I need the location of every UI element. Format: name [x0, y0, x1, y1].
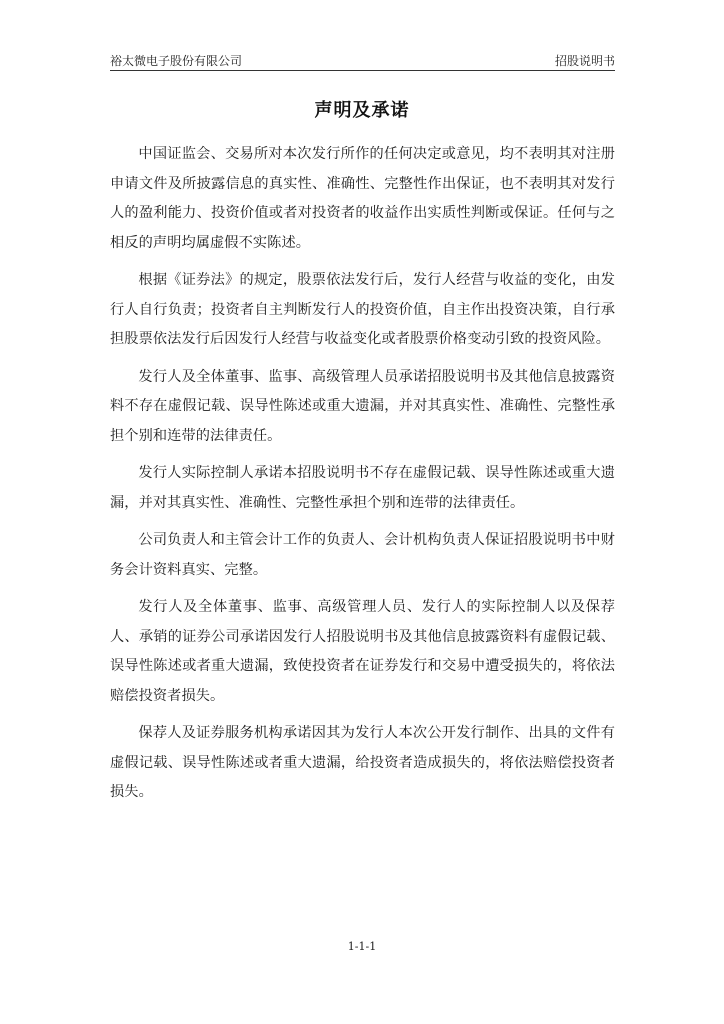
paragraph: 根据《证券法》的规定，股票依法发行后，发行人经营与收益的变化，由发行人自行负责；投资者自主判断发行人的投资价值，自主作出投资决策，自行承担股票依法发行后因发行人经营与收益变化或者股票价格变动引致的投资风险。	[110, 272, 615, 347]
document-body	[110, 140, 615, 816]
paragraph: 发行人及全体董事、监事、高级管理人员、发行人的实际控制人以及保荐人、承销的证券公司承诺因发行人招股说明书及其他信息披露资料有虚假记载、误导性陈述或者重大遗漏，致使投资者在证券发行和交易中遭受损失的，将依法赔偿投资者损失。	[110, 599, 615, 704]
page-title: 声明及承诺	[314, 100, 410, 121]
header-document-type: 招股说明书	[554, 54, 615, 68]
paragraph: 发行人实际控制人承诺本招股说明书不存在虚假记载、误导性陈述或重大遗漏，并对其真实性、准确性、完整性承担个别和连带的法律责任。	[110, 465, 615, 511]
paragraph: 保荐人及证券服务机构承诺因其为发行人本次公开发行制作、出具的文件有虚假记载、误导性陈述或者重大遗漏，给投资者造成损失的，将依法赔偿投资者损失。	[110, 725, 615, 800]
header-company-name: 裕太微电子股份有限公司	[110, 54, 243, 68]
paragraph: 发行人及全体董事、监事、高级管理人员承诺招股说明书及其他信息披露资料不存在虚假记载、误导性陈述或重大遗漏，并对其真实性、准确性、完整性承担个别和连带的法律责任。	[110, 368, 615, 444]
page-header	[110, 50, 615, 71]
paragraph: 公司负责人和主管会计工作的负责人、会计机构负责人保证招股说明书中财务会计资料真实、完整。	[110, 532, 615, 578]
page-number: 1-1-1	[347, 940, 377, 953]
paragraph: 中国证监会、交易所对本次发行所作的任何决定或意见，均不表明其对注册申请文件及所披露信息的真实性、准确性、完整性作出保证，也不表明其对发行人的盈利能力、投资价值或者对投资者的收益作出实质性判断或保证。任何与之相反的声明均属虚假不实陈述。	[110, 146, 615, 251]
